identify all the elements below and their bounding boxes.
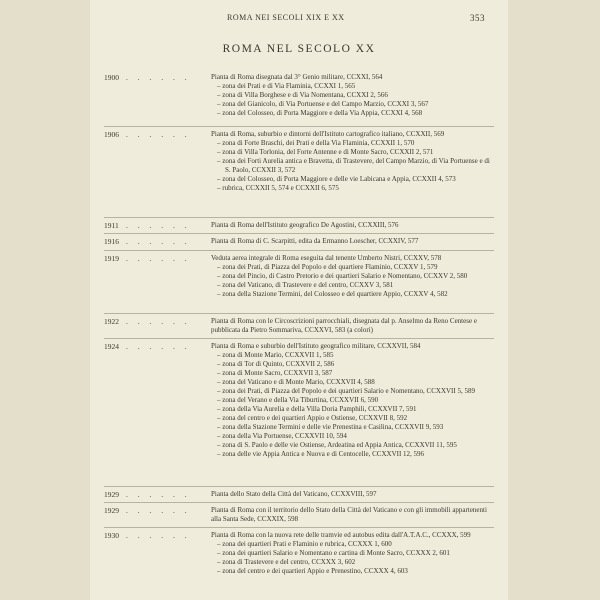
entry-divider [104, 126, 494, 127]
entry-subzone: – zona del Pincio, di Castro Pretorio e dei quartieri Salario e Nomentano, CCXXV 2, 580 [217, 272, 468, 280]
entry-subzone: – zona dei Prati, di Piazza del Popolo e dei quartieri Salario e Nomentano, CCXXVII 5, 589 [217, 387, 475, 395]
entry-subzone: – zona dei quartieri Salario e Nomentano e cartina di Monte Sacro, CCXXX 2, 601 [217, 549, 450, 557]
entry-subzone: – zona della Via Portuense, CCXXVII 10, 594 [217, 432, 347, 440]
entry-subzone: – zona del centro e dei quartieri Appio e Ostiense, CCXXVII 8, 592 [217, 414, 408, 422]
entry-subzone: – zona di Monte Sacro, CCXXVII 3, 587 [217, 369, 333, 377]
book-page [90, 0, 508, 600]
leader-dots: . . . . . . [126, 317, 191, 326]
entry-subzone: – zona della Via Aurelia e della Villa Doria Pamphili, CCXXVII 7, 591 [217, 405, 417, 413]
entry-year: 1916 [104, 237, 119, 246]
entry-subzone: – zona dei Prati, di Piazza del Popolo e del quartiere Flaminio, CCXXV 1, 579 [217, 263, 438, 271]
entry-subzone: – zona del centro e dei quartieri Appio e Prenestino, CCXXX 4, 603 [217, 567, 408, 575]
entry-title: Pianta di Roma con il territorio dello Stato della Città del Vaticano e con gli immobili appartenenti alla Santa Sede, CCXXIX, 598 [211, 506, 487, 523]
entry-year: 1911 [104, 221, 119, 230]
entry-subzone: – zona del Colosseo, di Porta Maggiore e della Via Appia, CCXXI 4, 568 [217, 109, 423, 117]
entry-subzone: – zona della Stazione Termini e delle vie Prenestina e Casilina, CCXXVII 9, 593 [217, 423, 444, 431]
entry-subzone: – zona del Gianicolo, di Via Portuense e del Campo Marzio, CCXXI 3, 567 [217, 100, 429, 108]
entry-subzone: – zona di S. Paolo e delle vie Ostiense, Ardeatina ed Appia Antica, CCXXVII 11, 595 [217, 441, 457, 449]
entry-year: 1924 [104, 342, 119, 351]
entry-subzone: – zona dei Forti Aurelia antica e Bravetta, di Trastevere, del Campo Marzio, di Via Portuense e di S. Paolo, CCXXII 3, 572 [217, 157, 490, 174]
entry-divider [104, 502, 494, 503]
entry-body [211, 221, 496, 230]
entry-subzone: – zona dei Prati e di Via Flaminia, CCXXI 1, 565 [217, 82, 356, 90]
entry-divider [104, 233, 494, 234]
leader-dots: . . . . . . [126, 490, 191, 499]
entry-title: Pianta dello Stato della Città del Vaticano, CCXXVIII, 597 [211, 490, 377, 498]
entry-body [211, 237, 496, 246]
entry-subzone: – zona di Villa Borghese e di Via Nomentana, CCXXI 2, 566 [217, 91, 388, 99]
leader-dots: . . . . . . [126, 254, 191, 263]
entry-subzone: – zona del Verano e della Via Tiburtina, CCXXVII 6, 590 [217, 396, 379, 404]
section-heading: ROMA NEL SECOLO XX [222, 43, 376, 55]
entry-subzone: – rubrica, CCXXII 5, 574 e CCXXII 6, 575 [217, 184, 339, 192]
leader-dots: . . . . . . [126, 221, 191, 230]
entry-subzone: – zona di Tor di Quinto, CCXXVII 2, 586 [217, 360, 335, 368]
entry-title: Pianta di Roma dell'Istituto geografico De Agostini, CCXXIII, 576 [211, 221, 399, 229]
entry-body [211, 73, 496, 118]
entry-title: Pianta di Roma con la nuova rete delle tramvie ed autobus edita dall'A.T.A.C., CCXXX, 599 [211, 531, 471, 539]
entry-title: Pianta di Roma, suburbio e dintorni dell'Istituto cartografico italiano, CCXXII, 569 [211, 130, 445, 138]
entry-body [211, 342, 496, 459]
entry-body [211, 130, 496, 193]
entry-subzone: – zona di Forte Braschi, dei Prati e della Via Flaminia, CCXXII 1, 570 [217, 139, 415, 147]
entry-year: 1929 [104, 506, 119, 515]
entry-year: 1922 [104, 317, 119, 326]
entry-body [211, 317, 496, 335]
leader-dots: . . . . . . [126, 73, 191, 82]
entry-subzone: – zona di Villa Torlonia, del Forte Antenne e di Monte Sacro, CCXXII 2, 571 [217, 148, 434, 156]
entry-title: Pianta di Roma disegnata dal 3° Genio militare, CCXXI, 564 [211, 73, 383, 81]
entry-subzone: – zona di Trastevere e del centro, CCXXX 3, 602 [217, 558, 356, 566]
entry-divider [104, 217, 494, 218]
leader-dots: . . . . . . [126, 342, 191, 351]
entry-divider [104, 313, 494, 314]
entry-divider [104, 486, 494, 487]
entry-year: 1930 [104, 531, 119, 540]
running-head-title: ROMA NEI SECOLI XIX E XX [227, 13, 345, 22]
leader-dots: . . . . . . [126, 531, 191, 540]
entry-body [211, 490, 496, 499]
entry-subzone: – zona del Colosseo, di Porta Maggiore e delle vie Labicana e Appia, CCXXII 4, 573 [217, 175, 456, 183]
entry-body [211, 506, 496, 524]
entry-year: 1929 [104, 490, 119, 499]
entry-title: Veduta aerea integrale di Roma eseguita dal tenente Umberto Nistri, CCXXV, 578 [211, 254, 442, 262]
entry-year: 1919 [104, 254, 119, 263]
entry-divider [104, 338, 494, 339]
entry-subzone: – zona del Vaticano, di Trastevere e del centro, CCXXV 3, 581 [217, 281, 394, 289]
page-number: 353 [470, 13, 485, 23]
entry-subzone: – zona del Vaticano e di Monte Mario, CCXXVII 4, 588 [217, 378, 375, 386]
entry-divider [104, 527, 494, 528]
entry-title: Pianta di Roma e suburbio dell'Istituto geografico militare, CCXXVII, 584 [211, 342, 421, 350]
leader-dots: . . . . . . [126, 130, 191, 139]
entry-divider [104, 250, 494, 251]
entry-subzone: – zona della Stazione Termini, del Colosseo e del quartiere Appio, CCXXV 4, 582 [217, 290, 448, 298]
leader-dots: . . . . . . [126, 237, 191, 246]
leader-dots: . . . . . . [126, 506, 191, 515]
entry-year: 1906 [104, 130, 119, 139]
entry-body [211, 254, 496, 299]
entry-subzone: – zona di Monte Mario, CCXXVII 1, 585 [217, 351, 334, 359]
entry-subzone: – zona dei quartieri Prati e Flaminio e rubrica, CCXXX 1, 600 [217, 540, 392, 548]
entry-body [211, 531, 496, 576]
entry-title: Pianta di Roma di C. Scarpitti, edita da Ermanno Loescher, CCXXIV, 577 [211, 237, 419, 245]
entry-subzone: – zona delle vie Appia Antica e Nuova e di Centocelle, CCXXVII 12, 596 [217, 450, 425, 458]
entry-year: 1900 [104, 73, 119, 82]
entry-title: Pianta di Roma con le Circoscrizioni parrocchiali, disegnata dal p. Anselmo da Reno Centese e pubblicata da Pietro Sommariva, CCXXVI, 583 (a colori) [211, 317, 477, 334]
